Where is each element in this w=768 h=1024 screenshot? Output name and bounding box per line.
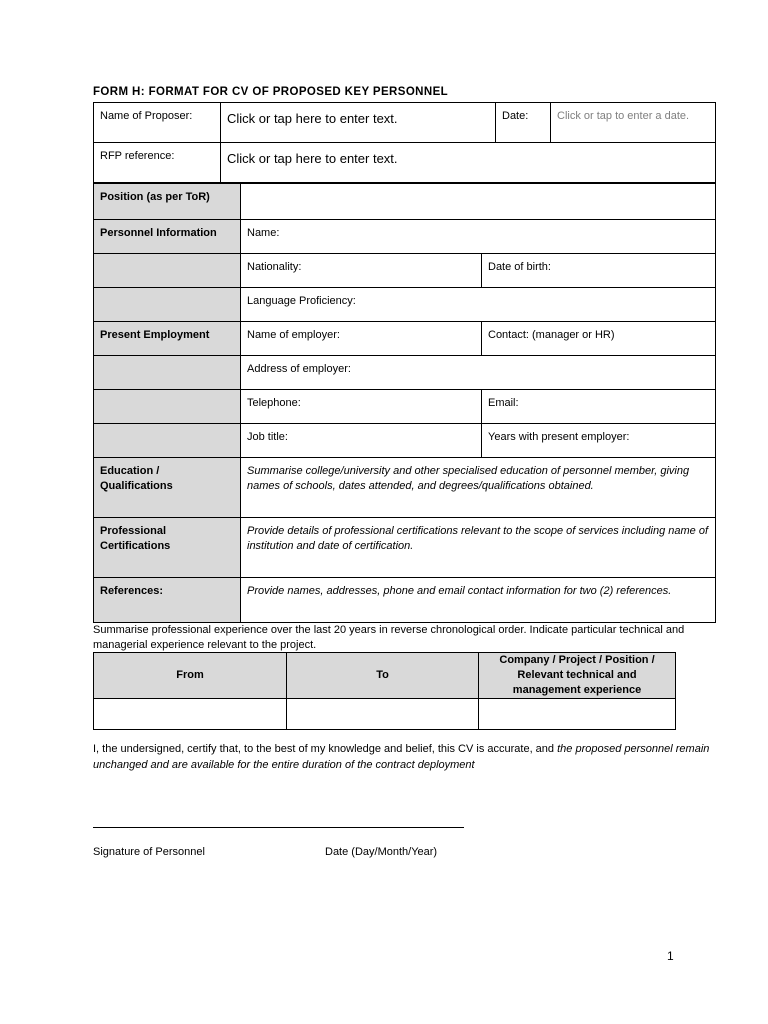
certification-text: I, the undersigned, certify that, to the best of my knowledge and belief, this CV is accurate, and [93, 743, 558, 755]
name-of-proposer-label: Name of Proposer: [94, 103, 221, 143]
language-field[interactable]: Language Proficiency: [241, 288, 716, 322]
blank-label-cell [94, 390, 241, 424]
cv-table [93, 183, 716, 623]
company-cell[interactable] [479, 699, 676, 730]
email-field[interactable]: Email: [482, 390, 716, 424]
header-table [93, 102, 716, 183]
personnel-info-label: Personnel Information [94, 220, 241, 254]
certifications-label: Professional Certifications [94, 518, 241, 578]
telephone-field[interactable]: Telephone: [241, 390, 482, 424]
experience-intro: Summarise professional experience over the last 20 years in reverse chronological order. Indicate particular technical and managerial experience relevant to the project. [93, 624, 685, 651]
page-number: 1 [667, 949, 674, 963]
rfp-reference-field[interactable]: Click or tap here to enter text. [221, 143, 716, 183]
blank-label-cell [94, 254, 241, 288]
date-format-label: Date (Day/Month/Year) [325, 846, 438, 858]
contact-field[interactable]: Contact: (manager or HR) [482, 322, 716, 356]
signature-label: Signature of Personnel [93, 846, 205, 858]
position-field[interactable] [241, 184, 716, 220]
date-field[interactable]: Click or tap to enter a date. [551, 103, 716, 143]
to-cell[interactable] [287, 699, 479, 730]
years-field[interactable]: Years with present employer: [482, 424, 716, 458]
education-label: Education / Qualifications [94, 458, 241, 518]
from-cell[interactable] [94, 699, 287, 730]
form-title: FORM H: FORMAT FOR CV OF PROPOSED KEY PERSONNEL [93, 86, 449, 98]
dob-field[interactable]: Date of birth: [482, 254, 716, 288]
col-from-header: From [94, 653, 287, 699]
name-of-proposer-field[interactable]: Click or tap here to enter text. [221, 103, 496, 143]
employer-name-field[interactable]: Name of employer: [241, 322, 482, 356]
blank-label-cell [94, 356, 241, 390]
signature-line[interactable] [93, 827, 464, 828]
col-company-header: Company / Project / Position / Relevant technical and management experience [479, 653, 676, 699]
date-label: Date: [496, 103, 551, 143]
blank-label-cell [94, 424, 241, 458]
experience-table [93, 652, 676, 730]
employer-address-field[interactable]: Address of employer: [241, 356, 716, 390]
references-field[interactable]: Provide names, addresses, phone and email contact information for two (2) references. [241, 578, 716, 623]
nationality-field[interactable]: Nationality: [241, 254, 482, 288]
education-field[interactable]: Summarise college/university and other specialised education of personnel member, giving names of schools, dates attended, and degrees/qualifications obtained. [241, 458, 716, 518]
certification-text-italic: the proposed personnel remain unchanged and are available for the entire duration of the contract deployment [93, 743, 710, 771]
blank-label-cell [94, 288, 241, 322]
certification-statement [93, 742, 713, 773]
references-label: References: [94, 578, 241, 623]
position-label: Position (as per ToR) [94, 184, 241, 220]
certifications-field[interactable]: Provide details of professional certifications relevant to the scope of services including name of institution and date of certification. [241, 518, 716, 578]
present-employment-label: Present Employment [94, 322, 241, 356]
job-title-field[interactable]: Job title: [241, 424, 482, 458]
col-to-header: To [287, 653, 479, 699]
rfp-reference-label: RFP reference: [94, 143, 221, 183]
name-field[interactable]: Name: [241, 220, 716, 254]
